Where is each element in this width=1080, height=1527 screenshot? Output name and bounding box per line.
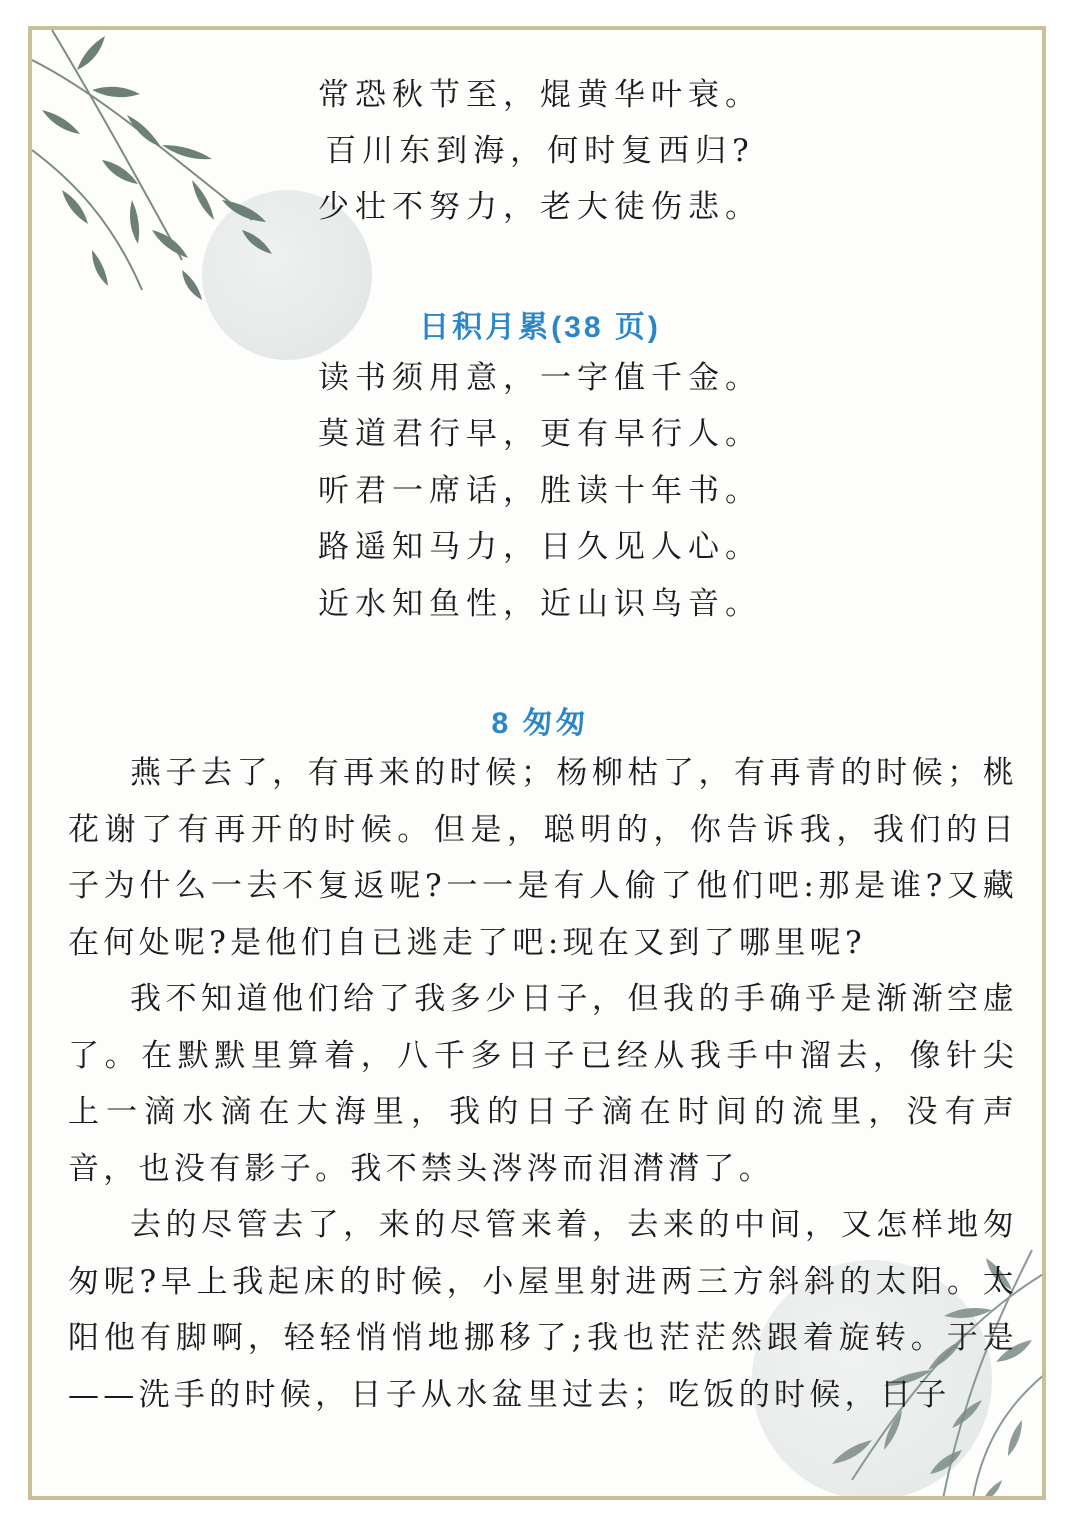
section-heading: 日积月累(38 页) bbox=[419, 311, 661, 344]
poem-line: 百川东到海，何时复西归? bbox=[325, 133, 755, 169]
prose-body bbox=[68, 745, 1018, 1423]
poem-line: 读书须用意，一字值千金。 bbox=[318, 360, 762, 396]
poem-line: 少壮不努力，老大徒伤悲。 bbox=[318, 189, 762, 225]
poem-line: 听君一席话，胜读十年书。 bbox=[318, 473, 762, 509]
paragraph: 燕子去了，有再来的时候；杨柳枯了，有再青的时候；桃花谢了有再开的时候。但是，聪明的，你告诉我，我们的日子为什么一去不复返呢?一一是有人偷了他们吧:那是谁?又藏在何处呢?是他们自已逃走了吧:现在又到了哪里呢? bbox=[68, 755, 1018, 961]
poem-line: 路遥知马力，日久见人心。 bbox=[318, 529, 762, 565]
poem-line: 近水知鱼性，近山识鸟音。 bbox=[318, 586, 762, 622]
paragraph: 我不知道他们给了我多少日子，但我的手确乎是渐渐空虚了。在默默里算着，八千多日子已经从我手中溜去，像针尖上一滴水滴在大海里，我的日子滴在时间的流里，没有声音，也没有影子。我不禁头涔涔而泪潸潸了。 bbox=[68, 981, 1018, 1187]
paragraph: 去的尽管去了，来的尽管来着，去来的中间，又怎样地匆匆呢?早上我起床的时候，小屋里射进两三方斜斜的太阳。太阳他有脚啊，轻轻悄悄地挪移了;我也茫茫然跟着旋转。于是——洗手的时候，日子从水盆里过去；吃饭的时候，日子 bbox=[68, 1207, 1018, 1413]
section-heading: 8 匆匆 bbox=[491, 707, 589, 740]
poem-line: 莫道君行早，更有早行人。 bbox=[318, 416, 762, 452]
poem-line: 常恐秋节至，焜黄华叶衰。 bbox=[318, 77, 762, 113]
